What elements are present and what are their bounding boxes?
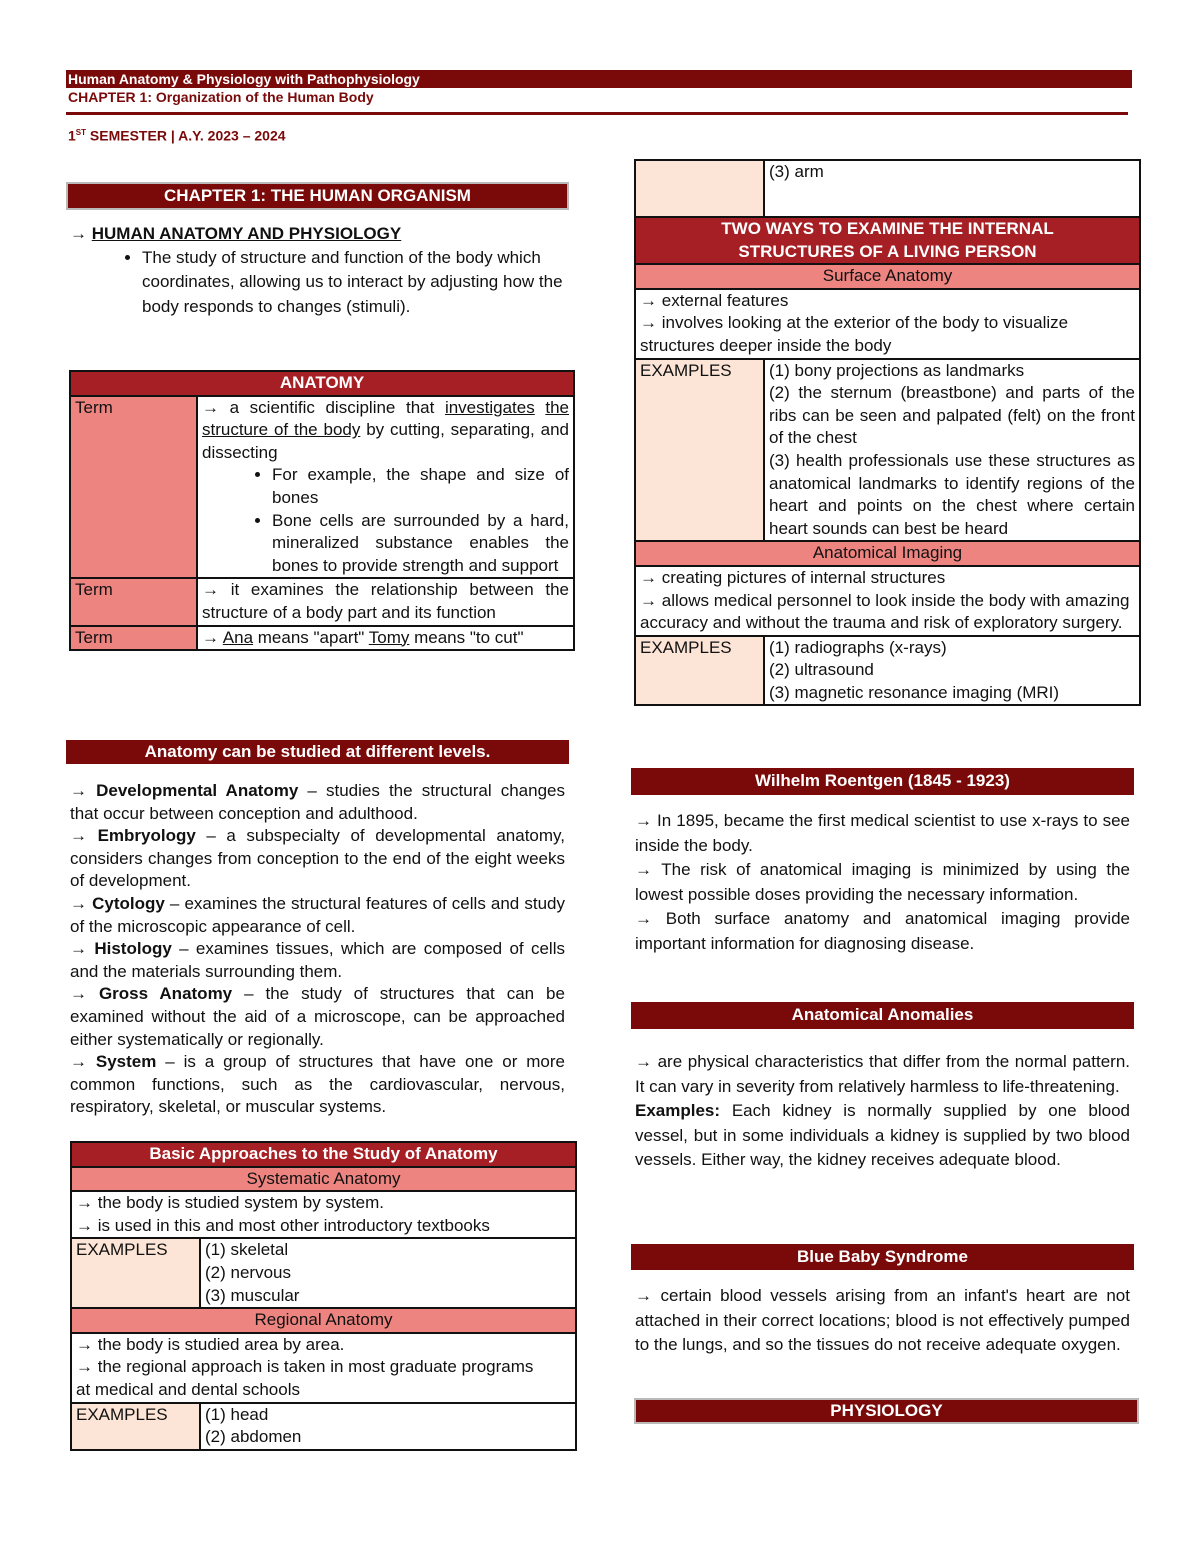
hap-heading: HUMAN ANATOMY AND PHYSIOLOGY xyxy=(91,224,402,243)
anomalies-text: → are physical characteristics that differ from the normal pattern. It can vary in severity from relatively harmless to life-threatening. Examples: Each kidney is normally supplied by one blood vessel, but in some individuals a kidney is supplied by two blood vessels. Either way, the kidney receives adequate blood. xyxy=(635,1052,1130,1169)
roentgen-item: → In 1895, became the first medical scientist to use x-rays to see inside the body. xyxy=(635,811,1130,855)
imaging-examples-label: EXAMPLES xyxy=(635,636,764,706)
anatomy-def-3: → Ana means "apart" Tomy means "to cut" xyxy=(197,626,574,651)
level-item: → Gross Anatomy – the study of structures that can be examined without the aid of a microscope, can be approached either systematically or regionally. xyxy=(70,984,565,1049)
level-item: → Histology – examines tissues, which are composed of cells and the materials surrounding them. xyxy=(70,939,565,981)
surface-examples: (1) bony projections as landmarks (2) the sternum (breastbone) and parts of the ribs can be seen and palpated (felt) on the front of the chest (3) health professionals use these structures as anatomical landmarks to identify regions of the heart and points on the chest where certain heart sounds can best be heard xyxy=(764,359,1140,542)
chapter-subtitle: CHAPTER 1: Organization of the Human Body xyxy=(68,89,374,105)
approaches-table-title: Basic Approaches to the Study of Anatomy xyxy=(71,1142,576,1167)
surface-desc: → external features → involves looking at the exterior of the body to visualize structures deeper inside the body xyxy=(635,289,1140,359)
anatomy-term-1: Term xyxy=(70,396,197,579)
physiology-banner: PHYSIOLOGY xyxy=(634,1398,1139,1424)
blue-baby-banner: Blue Baby Syndrome xyxy=(631,1244,1134,1270)
roentgen-text xyxy=(635,809,1130,956)
systematic-examples: (1) skeletal (2) nervous (3) muscular xyxy=(200,1238,576,1308)
anatomy-bullet: • Bone cells are surrounded by a hard, mineralized substance enables the bones to provide strength and support xyxy=(272,510,569,578)
roentgen-item: → Both surface anatomy and anatomical imaging provide important information for diagnosing disease. xyxy=(635,909,1130,953)
regional-examples-label: EXAMPLES xyxy=(71,1403,200,1450)
imaging-heading: Anatomical Imaging xyxy=(635,541,1140,566)
level-item: → Developmental Anatomy – studies the structural changes that occur between conception and adulthood. xyxy=(70,781,566,823)
regional-desc: → the body is studied area by area. → the regional approach is taken in most graduate programs at medical and dental schools xyxy=(71,1333,576,1403)
anatomy-def-2: → it examines the relationship between the structure of a body part and its function xyxy=(197,578,574,625)
hap-bullet: • The study of structure and function of the body which coordinates, allowing us to interact by adjusting how the body responds to changes (stimuli). xyxy=(142,246,570,320)
anatomy-term-3: Term xyxy=(70,626,197,651)
course-title: Human Anatomy & Physiology with Pathophysiology xyxy=(68,71,420,87)
chapter-banner: CHAPTER 1: THE HUMAN ORGANISM xyxy=(66,182,569,210)
roentgen-item: → The risk of anatomical imaging is minimized by using the lowest possible doses providing the necessary information. xyxy=(635,860,1130,904)
systematic-examples-label: EXAMPLES xyxy=(71,1238,200,1308)
approaches-table xyxy=(70,1141,577,1451)
prev-examples-cell xyxy=(635,160,764,217)
level-item: → System – is a group of structures that have one or more common functions, such as the cardiovascular, nervous, respiratory, skeletal, or muscular systems. xyxy=(70,1052,565,1117)
anatomy-table xyxy=(69,370,575,651)
anomalies-banner: Anatomical Anomalies xyxy=(631,1002,1134,1029)
prev-example-arm: (3) arm xyxy=(764,160,1140,217)
imaging-desc: → creating pictures of internal structures → allows medical personnel to look inside the body with amazing accuracy and without the trauma and risk of exploratory surgery. xyxy=(635,566,1140,636)
examine-table-title: TWO WAYS TO EXAMINE THE INTERNAL STRUCTURES OF A LIVING PERSON xyxy=(635,217,1140,264)
anatomy-term-2: Term xyxy=(70,578,197,625)
semester-label: 1ST SEMESTER | A.Y. 2023 – 2024 xyxy=(68,127,286,144)
systematic-heading: Systematic Anatomy xyxy=(71,1167,576,1192)
levels-list xyxy=(70,780,565,1119)
regional-examples: (1) head (2) abdomen xyxy=(200,1403,576,1450)
examine-table xyxy=(634,159,1141,706)
anatomy-bullet: • For example, the shape and size of bones xyxy=(272,464,569,509)
surface-heading: Surface Anatomy xyxy=(635,264,1140,289)
systematic-desc: → the body is studied system by system. → is used in this and most other introductory textbooks xyxy=(71,1191,576,1238)
blue-baby-text: → certain blood vessels arising from an infant's heart are not attached in their correct locations; blood is not effectively pumped to the lungs, and so the tissues do not receive adequate oxygen. xyxy=(635,1286,1130,1354)
hap-section: → HUMAN ANATOMY AND PHYSIOLOGY • The study of structure and function of the body which coordinates, allowing us to interact by adjusting how the body responds to changes (stimuli). xyxy=(70,223,570,319)
level-item: → Embryology – a subspecialty of developmental anatomy, considers changes from conception to the end of the eight weeks of development. xyxy=(70,826,565,891)
imaging-examples: (1) radiographs (x-rays) (2) ultrasound (3) magnetic resonance imaging (MRI) xyxy=(764,636,1140,706)
regional-heading: Regional Anatomy xyxy=(71,1308,576,1333)
surface-examples-label: EXAMPLES xyxy=(635,359,764,542)
roentgen-banner: Wilhelm Roentgen (1845 - 1923) xyxy=(631,768,1134,795)
anatomy-def-1: → a scientific discipline that investigates the structure of the body by cutting, separating, and dissecting • For example, the shape and size of bones • Bone cells are surrounded by a hard, mineralized substance enables the bones to provide strength and support xyxy=(197,396,574,579)
level-item: → Cytology – examines the structural features of cells and study of the microscopic appearance of cell. xyxy=(70,893,565,936)
anatomy-table-title: ANATOMY xyxy=(70,371,574,396)
levels-banner: Anatomy can be studied at different levels. xyxy=(66,740,569,764)
header-rule xyxy=(66,112,1128,115)
